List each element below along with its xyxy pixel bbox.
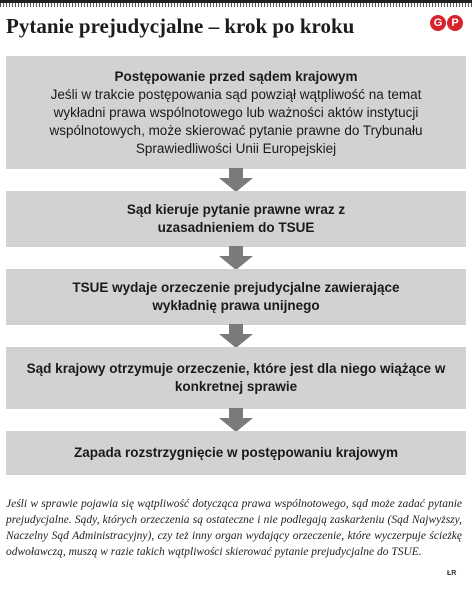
arrow-down-icon [217, 324, 255, 348]
step-box-5 [6, 431, 466, 475]
author-credit: ŁR [447, 570, 457, 577]
logo-letter-p: P [447, 15, 463, 31]
step-4-heading: Sąd krajowy otrzymuje orzeczenie, które jest dla niego wiążące w konkretnej sprawie [26, 361, 446, 394]
arrow-down-icon [217, 246, 255, 270]
step-5-heading: Zapada rozstrzygnięcie w postępowaniu krajowym [73, 445, 399, 460]
step-1-text: Jeśli w trakcie postępowania sąd powziął wątpliwość na temat wykładni prawa wspólnotowego lub ważności aktów instytucji wspólnotowych, może skierować pytanie prawne do Trybunału Sprawiedliwości Unii Europejskiej [49, 86, 423, 156]
publisher-logo [430, 15, 464, 33]
step-box-1 [6, 56, 466, 169]
top-rule [0, 0, 472, 7]
step-3-heading: TSUE wydaje orzeczenie prejudycjalne zawierające wykładnię prawa unijnego [72, 280, 400, 313]
step-box-4 [6, 347, 466, 409]
arrow-down-icon [217, 408, 255, 432]
step-2-heading: Sąd kieruje pytanie prawne wraz z uzasadnieniem do TSUE [126, 202, 346, 235]
logo-letter-g: G [430, 15, 446, 31]
step-box-2 [6, 191, 466, 247]
footnote: Jeśli w sprawie pojawia się wątpliwość dotycząca prawa wspólnotowego, sąd może zadać pytanie prejudycjalne. Sądy, których orzeczenia są ostateczne i nie podlegają zaskarżeniu (Sąd Najwyższy, Naczelny Sąd Administracyjny), czy też inny organ wydający orzeczenie, które wyczerpuje ścieżkę odwoławczą, muszą w razie takich wątpliwości skierować pytanie prejudycjalne do TSUE. [6, 498, 462, 558]
step-box-3 [6, 269, 466, 325]
diagram-title: Pytanie prejudycjalne – krok po kroku [6, 14, 355, 38]
step-1-heading: Postępowanie przed sądem krajowym [114, 68, 358, 84]
arrow-down-icon [217, 168, 255, 192]
